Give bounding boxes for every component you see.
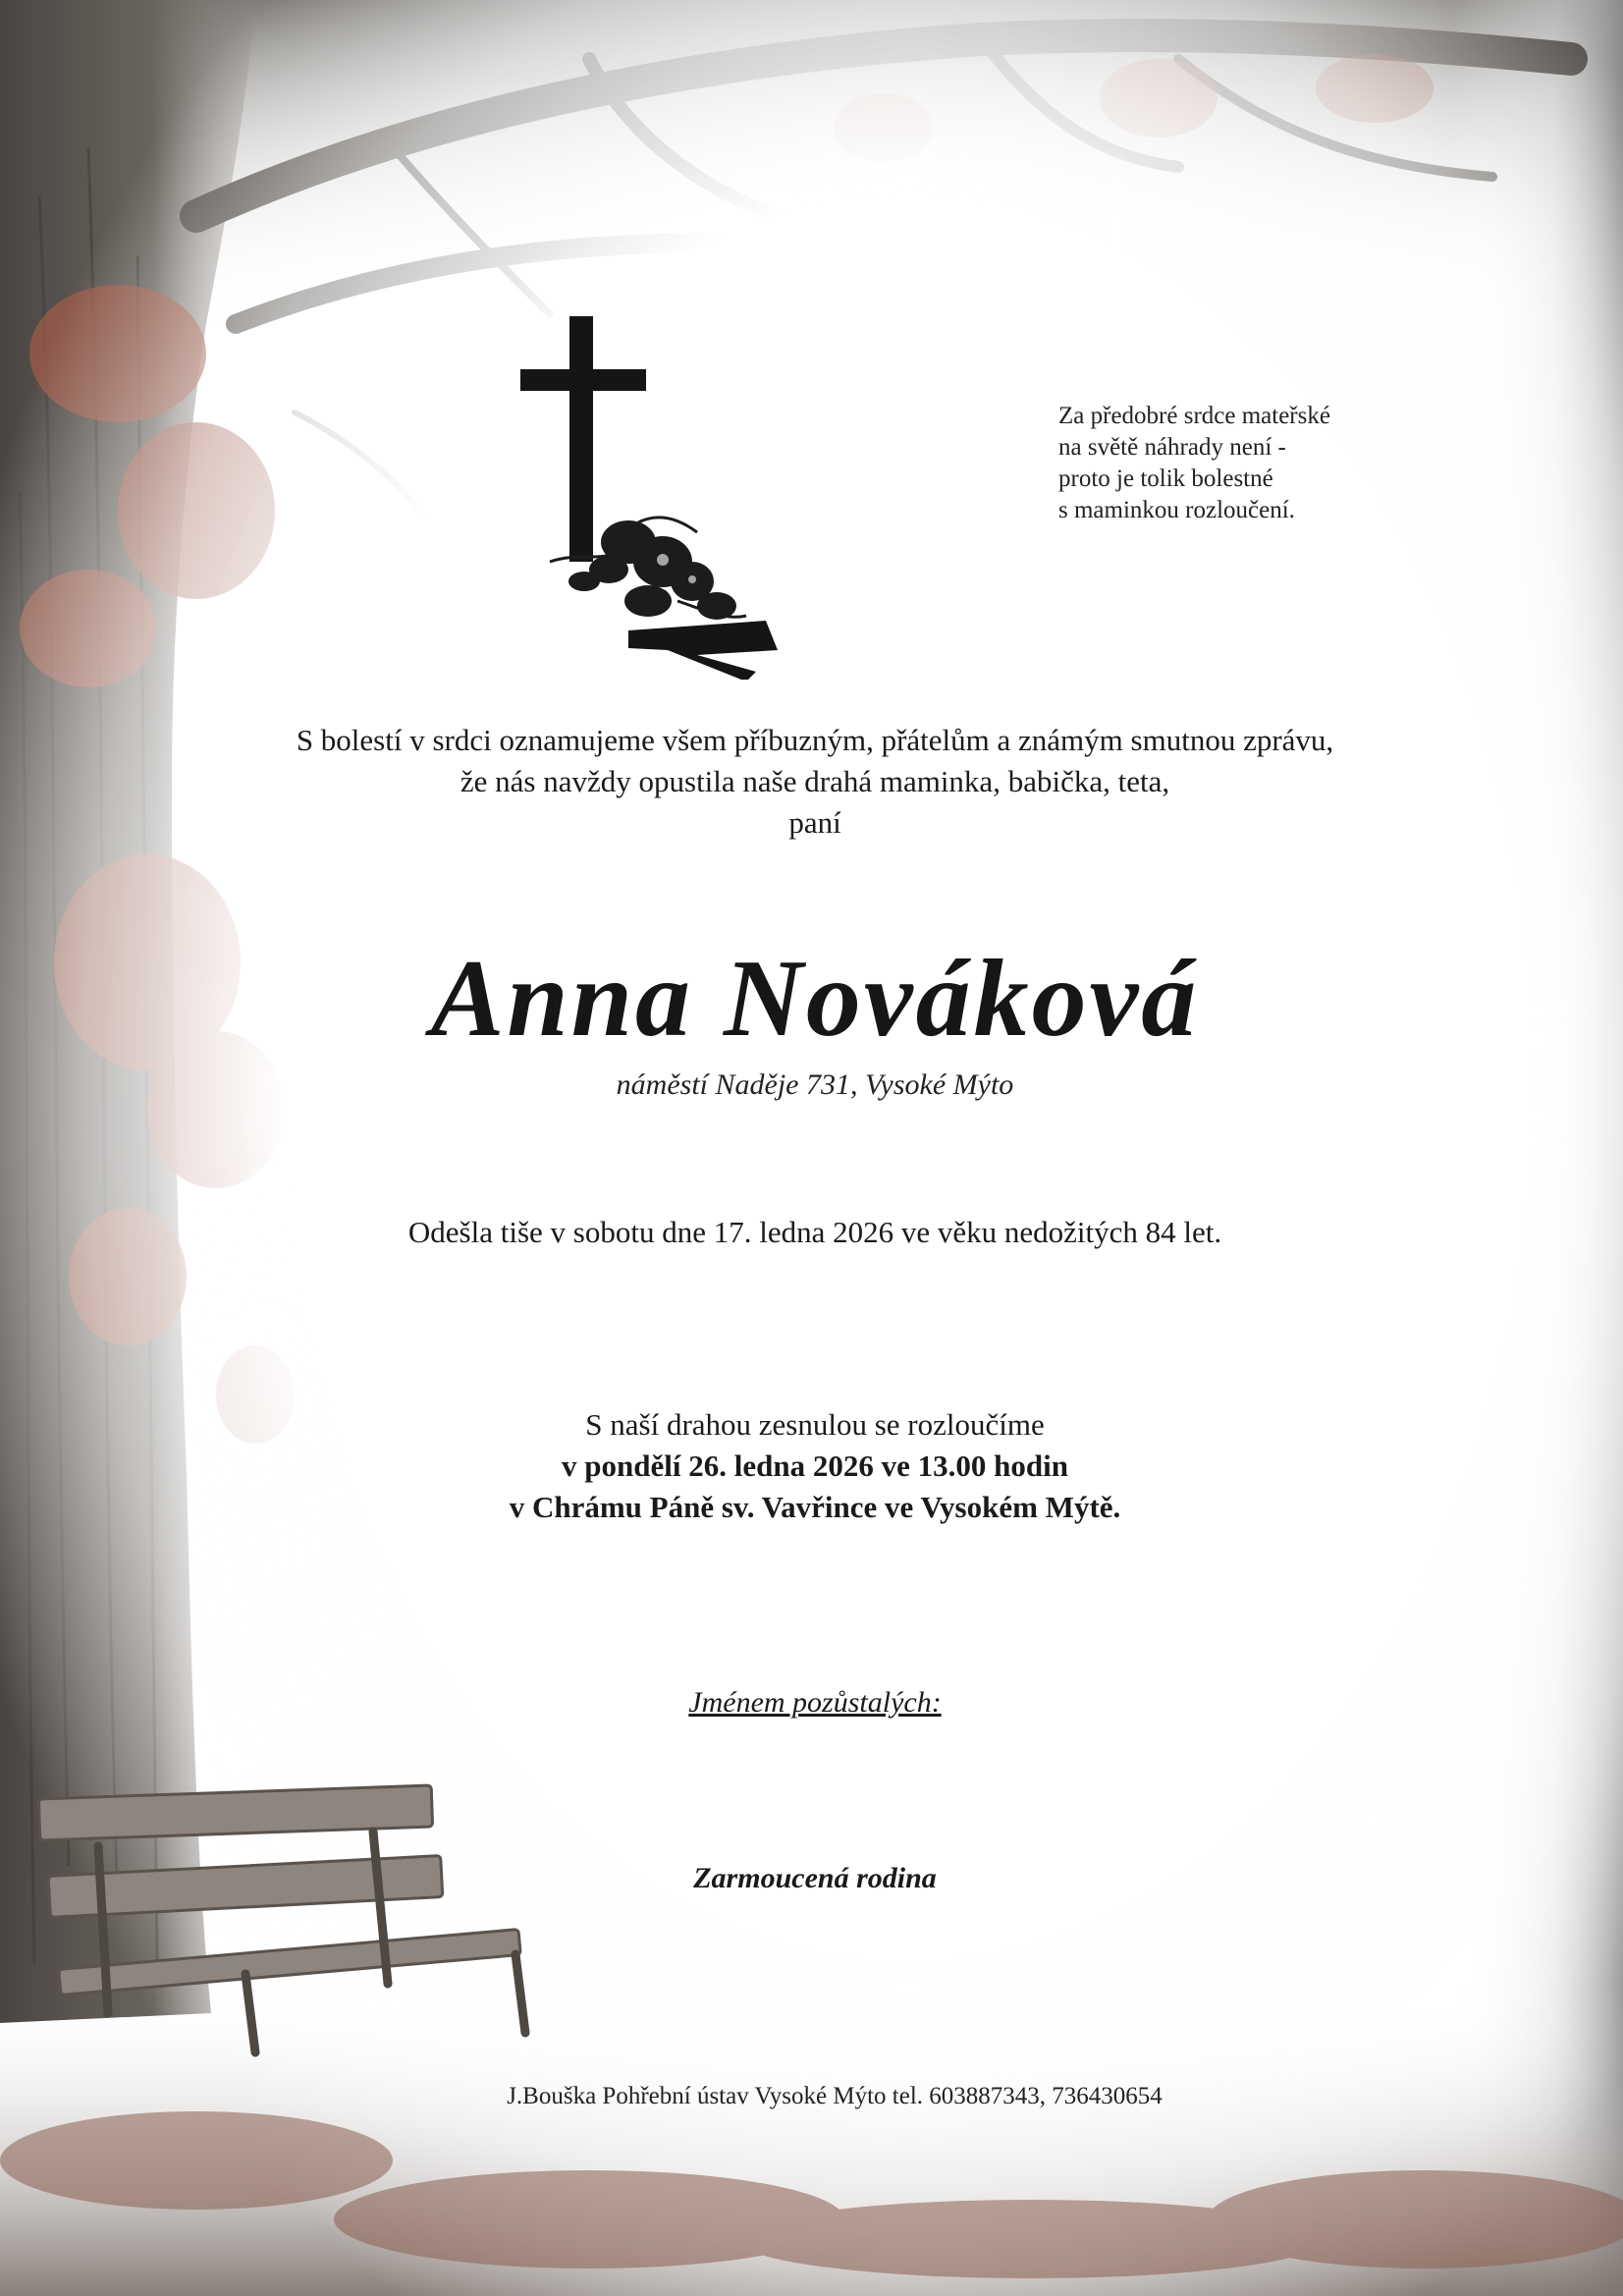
family-signature: Zarmoucená rodina xyxy=(693,1862,937,1894)
poem-line: na světě náhrady není - xyxy=(1058,434,1286,461)
on-behalf-label: Jménem pozůstalých: xyxy=(688,1686,942,1719)
poem-verse xyxy=(1058,401,1412,526)
announcement-line: paní xyxy=(788,805,841,840)
deceased-name: Anna Nováková xyxy=(430,938,1200,1060)
funeral-intro: S naší drahou zesnulou se rozloučíme xyxy=(585,1407,1045,1442)
funeral-datetime: v pondělí 26. ledna 2026 ve 13.00 hodin xyxy=(562,1449,1068,1483)
death-notice: Odešla tiše v sobotu dne 17. ledna 2026 ve věku nedožitých 84 let. xyxy=(407,1215,1222,1249)
poem-line: s maminkou rozloučení. xyxy=(1058,497,1295,523)
poem-line: proto je tolik bolestné xyxy=(1058,465,1273,492)
poem-line: Za předobré srdce mateřské xyxy=(1058,403,1330,429)
undertaker-contact: J.Bouška Pohřební ústav Vysoké Mýto tel. 603887343, 736430654 xyxy=(507,2083,1163,2109)
announcement-line: S bolestí v srdci oznamujeme všem příbuzným, přátelům a známým smutnou zprávu, xyxy=(296,723,1334,757)
funeral-location: v Chrámu Páně sv. Vavřince ve Vysokém Mýtě. xyxy=(509,1490,1121,1524)
deceased-address: náměstí Naděje 731, Vysoké Mýto xyxy=(616,1068,1014,1101)
funeral-details xyxy=(245,1404,1384,1528)
on-behalf-heading xyxy=(442,1683,1188,1722)
announcement-line: že nás navždy opustila naše drahá maminka, babička, teta, xyxy=(460,764,1170,798)
announcement-text xyxy=(177,720,1453,844)
cross-with-roses-icon xyxy=(511,316,785,680)
